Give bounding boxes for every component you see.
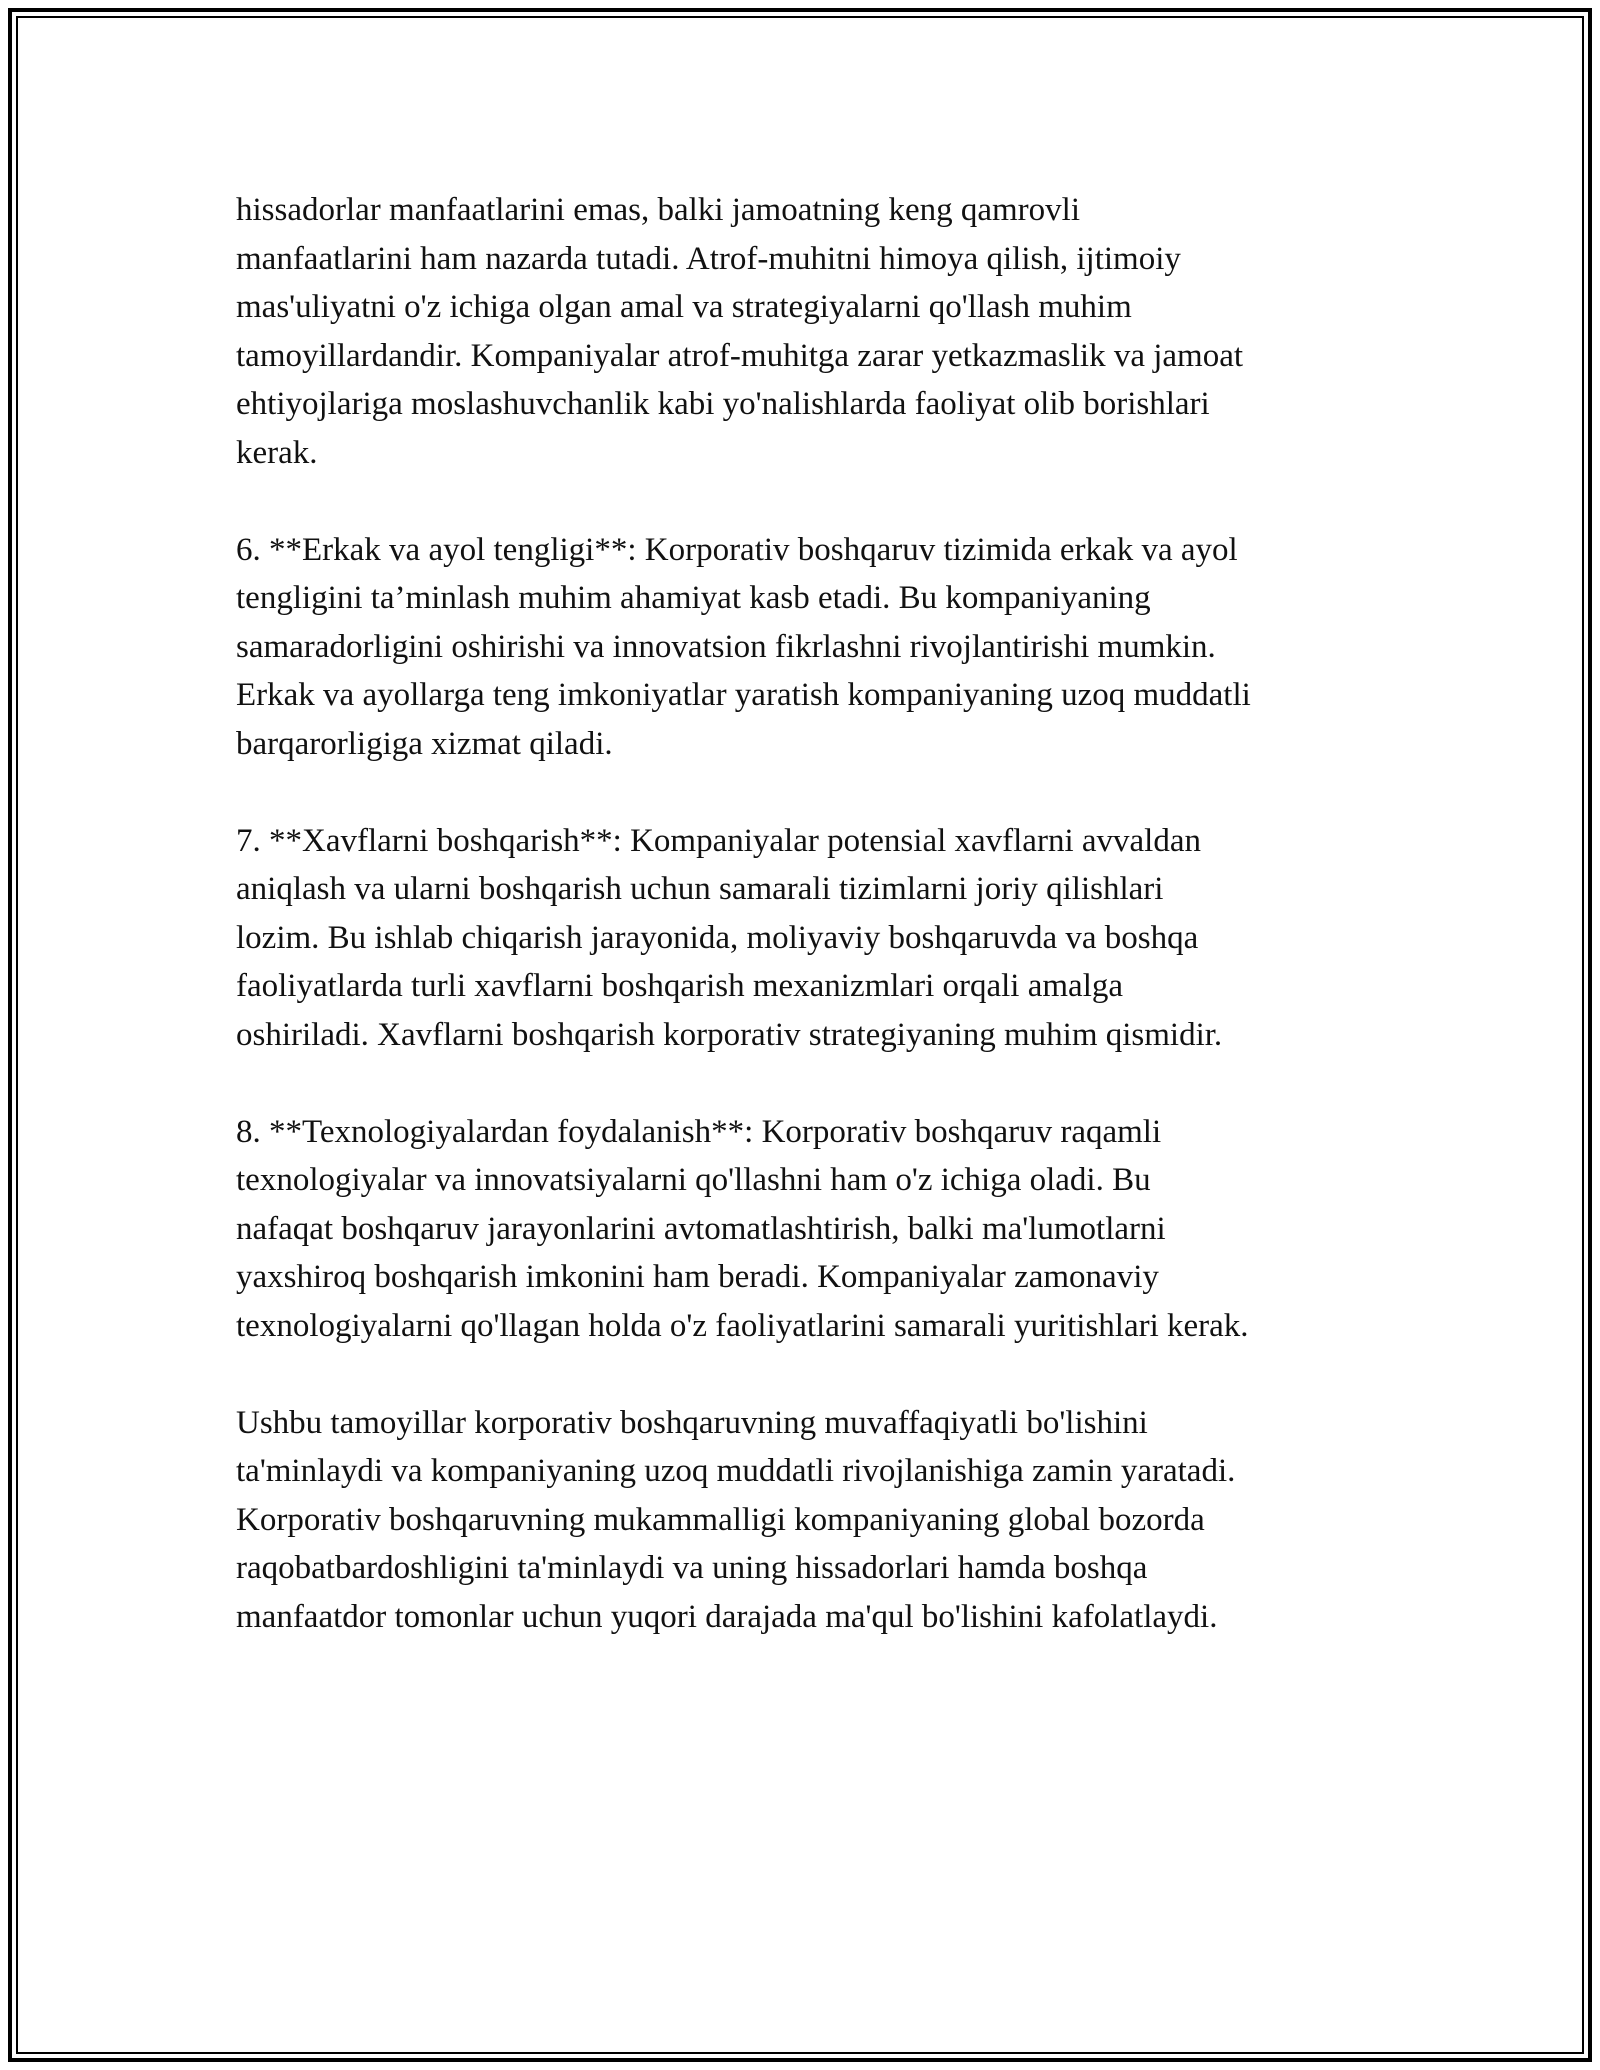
text-line: tamoyillardandir. Kompaniyalar atrof-muhitga zarar yetkazmaslik va jamoat: [236, 337, 1244, 374]
text-line: manfaatlarini ham nazarda tutadi. Atrof-muhitni himoya qilish, ijtimoiy: [236, 240, 1181, 277]
text-line: yaxshiroq boshqarish imkonini ham beradi. Kompaniyalar zamonaviy: [236, 1259, 1159, 1295]
text-line: 8. **Texnologiyalardan foydalanish**: Korporativ boshqaruv raqamli: [236, 1113, 1162, 1150]
text-line: ehtiyojlariga moslashuvchanlik kabi yo'nalishlarda faoliyat olib borishlari: [236, 386, 1210, 422]
paragraph-item-6: [236, 526, 1386, 769]
text-line: ta'minlaydi va kompaniyaning uzoq muddatli rivojlanishiga zamin yaratadi.: [236, 1453, 1236, 1489]
document-body: [236, 186, 1386, 1690]
text-line: 6. **Erkak va ayol tengligi**: Korporativ boshqaruv tizimida erkak va ayol: [236, 531, 1238, 568]
text-line: faoliyatlarda turli xavflarni boshqarish mexanizmlari orqali amalga: [236, 968, 1124, 1004]
text-line: 7. **Xavflarni boshqarish**: Kompaniyalar potensial xavflarni avvaldan: [236, 822, 1201, 859]
text-line: lozim. Bu ishlab chiqarish jarayonida, moliyaviy boshqaruvda va boshqa: [236, 919, 1199, 956]
text-line: barqarorligiga xizmat qiladi.: [236, 725, 613, 762]
text-line: texnologiyalarni qo'llagan holda o'z faoliyatlarini samarali yuritishlari kerak.: [236, 1307, 1249, 1344]
text-line: texnologiyalar va innovatsiyalarni qo'llashni ham o'z ichiga oladi. Bu: [236, 1162, 1151, 1198]
text-line: hissadorlar manfaatlarini emas, balki jamoatning keng qamrovli: [236, 192, 1080, 228]
text-line: manfaatdor tomonlar uchun yuqori darajada ma'qul bo'lishini kafolatlaydi.: [236, 1598, 1218, 1635]
paragraph-item-7: [236, 817, 1386, 1060]
paragraph-item-8: [236, 1108, 1386, 1351]
text-line: mas'uliyatni o'z ichiga olgan amal va strategiyalarni qo'llash muhim: [236, 289, 1132, 325]
text-line: nafaqat boshqaruv jarayonlarini avtomatlashtirish, balki ma'lumotlarni: [236, 1210, 1166, 1247]
text-line: tengligini ta’minlash muhim ahamiyat kasb etadi. Bu kompaniyaning: [236, 580, 1151, 616]
text-line: Ushbu tamoyillar korporativ boshqaruvning muvaffaqiyatli bo'lishini: [236, 1404, 1148, 1441]
text-line: samaradorligini oshirishi va innovatsion fikrlashni rivojlantirishi mumkin.: [236, 628, 1216, 665]
text-line: oshiriladi. Xavflarni boshqarish korporativ strategiyaning muhim qismidir.: [236, 1016, 1223, 1053]
paragraph-conclusion: [236, 1399, 1386, 1642]
text-line: kerak.: [236, 434, 318, 471]
text-line: raqobatbardoshligini ta'minlaydi va uning hissadorlari hamda boshqa: [236, 1550, 1148, 1586]
text-line: aniqlash va ularni boshqarish uchun samarali tizimlarni joriy qilishlari: [236, 871, 1164, 907]
text-line: Korporativ boshqaruvning mukammalligi kompaniyaning global bozorda: [236, 1501, 1205, 1538]
paragraph-intro-continuation: [236, 186, 1386, 477]
text-line: Erkak va ayollarga teng imkoniyatlar yaratish kompaniyaning uzoq muddatli: [236, 677, 1251, 713]
